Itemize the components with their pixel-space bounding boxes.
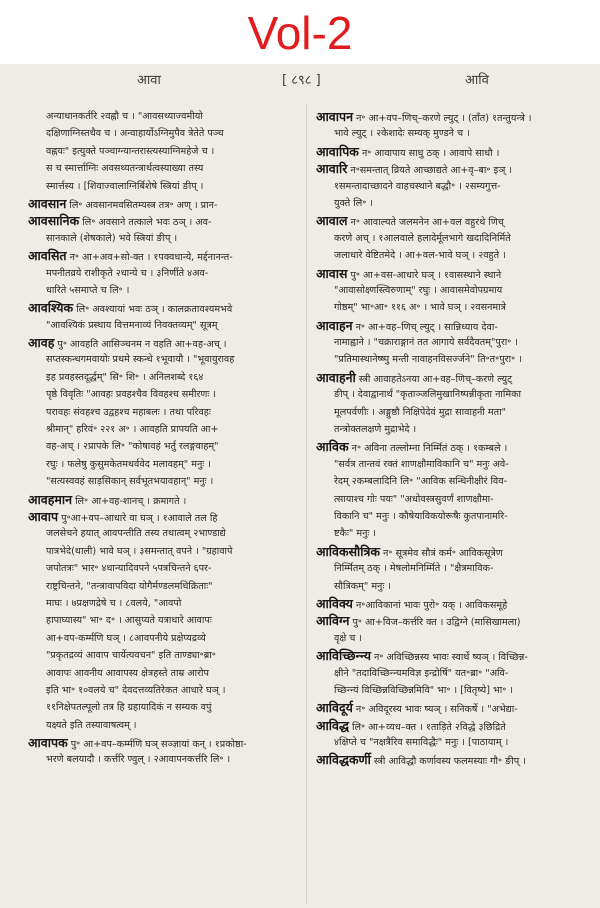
line-text: न॰ सूत्रमेव सौत्रं कर्म॰ आविकसूत्रेण	[380, 547, 503, 559]
entry-line	[28, 247, 300, 264]
headword: आविदूर्य	[316, 700, 353, 716]
text-line	[28, 525, 300, 542]
line-text: न॰ अविच्छिन्नस्य भावः स्वार्थे ष्यञ् । विच्छिन्न-	[370, 652, 528, 664]
line-text: ङीप् । देवाद्वानार्थं "कृताञ्जलिमुखानिष्पन्नीकृता नामिका	[334, 389, 521, 401]
line-text: वह-अच् । २प्रापके लि॰ "कोषावहं भर्तु रलङ्गवाहम्"	[46, 441, 219, 453]
text-line	[28, 647, 300, 664]
text-line	[28, 682, 300, 699]
headword: आवाहनी	[316, 369, 356, 385]
entry-line	[28, 508, 300, 525]
text-line	[28, 404, 300, 421]
line-text: रघुः । फलेषु कुसुमकेतमथर्ववेद मलावहम्" मनुः ।	[46, 458, 211, 470]
text-line	[28, 699, 300, 716]
headword: आवाहन	[316, 317, 353, 333]
page-number: [ ८९८ ]	[282, 73, 321, 88]
entry-line	[316, 612, 588, 629]
headword: आवह	[28, 335, 55, 351]
line-text: वह्नयः" इत्युक्ते पञ्चाग्न्यान्तरास्त्यस्याग्निमहेजे च ।	[46, 145, 215, 157]
line-text: इति भा॰ १०वलये च" देवदत्तव्यतिरेकत आधारे घञ् ।	[46, 684, 226, 696]
entry-line	[316, 595, 588, 612]
left-column	[28, 108, 300, 769]
running-head	[0, 70, 600, 92]
line-text: त्सायाश्च गोः पयः" "अधोवस्त्रसुवर्णं शाणक्षौमा-	[334, 493, 494, 505]
line-text: भरणे बलयादौ । कर्त्तरि ण्वुल् । २आवापनकर्त्तरि लि॰ ।	[46, 754, 231, 766]
line-text: माघः । ७प्रक्षणद्रेषे च । ८वलये, "आवपो	[46, 597, 182, 609]
line-text: इह प्रवहस्तदूर्द्धम्" सि॰ शि॰ । अनिलशब्दे १६४	[46, 371, 204, 383]
text-line	[28, 160, 300, 177]
headword: आविच्छिन्न्य	[316, 648, 371, 664]
headword: आवापिक	[316, 143, 359, 159]
entry-line	[316, 699, 588, 716]
text-line	[316, 560, 588, 577]
text-line	[316, 125, 588, 142]
line-text: लि॰ आ+व्यध–क्त । १ताड़िते २विद्धे ३छिद्रिते	[348, 721, 506, 733]
text-line	[28, 665, 300, 682]
headword: आवसित	[28, 248, 67, 264]
text-line	[28, 317, 300, 334]
line-text: लि॰ आ+वह-शानच् । क्रमागते ।	[72, 495, 187, 507]
line-text: पु॰ आ+विज–कर्त्तरि क्त । उद्विग्ने (मासिखामला)	[349, 617, 521, 629]
text-line	[316, 456, 588, 473]
entry-line	[316, 212, 588, 229]
line-text: न॰ अविदूरस्य भावः ष्यञ् । सनिकर्षे । "अभेद्या-	[352, 704, 518, 716]
line-text: रेदम् २कम्बलादिनि लि॰ "आविक सन्धिनीक्षीरं विव-	[334, 476, 508, 488]
line-text: लि॰ अवश्यायां भवः ठञ् । कालक्रतावश्यमभवे	[73, 304, 233, 316]
line-text: तन्त्रोक्तलक्षणे मुद्राभेदे ।	[334, 424, 417, 436]
text-line	[28, 612, 300, 629]
line-text: अन्याधानकर्तरि २वह्नौ च । "आवसथ्याज्वमीयो	[46, 111, 203, 122]
line-text: हापाघ्यास्य" भा॰ द॰ । आसुप्यते यत्राधारे आवापः	[46, 615, 212, 627]
line-text: जपोतत्रः" भार॰ ४धान्यादिवपने ५पत्रचिन्तने ६पर-	[46, 563, 212, 575]
line-text: न॰ आवापाय साधु ठक् । आवापे साधौ ।	[358, 147, 500, 159]
line-text: भावे ल्युट् । २केशादेः सम्यक् मुण्डने च ।	[334, 128, 470, 140]
line-text: न॰ आ+वह–णिच् ल्युट् । सान्निध्याय देवा-	[352, 321, 498, 333]
line-text: पु॰ आ+वप–कर्म्मणि घञ् सञ्ज्ञायां कन् । १प्रकोष्ठा-	[67, 739, 247, 751]
headword: आवारि	[316, 161, 348, 177]
text-line	[28, 717, 300, 734]
line-text: धारिते ५समाप्ते च लि॰ ।	[46, 284, 130, 296]
line-text: "प्रकृतद्रव्यं आवाप चार्येत्यवचन" इति ताण्ड्या॰ब्रा॰	[46, 650, 216, 662]
line-text: न॰समन्तात् व्रियते आच्छाद्यते आ+वृ–बा॰ इञ् ।	[347, 165, 513, 177]
headword: आवाप	[28, 508, 59, 524]
line-text: श्रीमान्" हरिवं॰ २२१ अ॰ । आवहति प्रापयति आ+	[46, 424, 219, 436]
text-line	[316, 386, 588, 403]
text-line	[316, 734, 588, 751]
banner	[0, 0, 600, 64]
entry-line	[316, 647, 588, 664]
headword: आवसान	[28, 195, 67, 211]
headword: आविकसौत्रिक	[316, 543, 380, 559]
text-line	[28, 125, 300, 142]
text-line	[316, 195, 588, 212]
text-line	[316, 334, 588, 351]
line-text: ११निक्षेपतल्पूलो तत्र हि ग्रहायादिकं न सम्यक वपुं	[46, 702, 212, 714]
line-text: युक्ते लि॰ ।	[334, 197, 373, 209]
line-text: स्त्री आवाहतेऽनया आ+वह–णिच्–करणे ल्युट्	[355, 373, 512, 385]
line-text: "सर्वत्र तान्तवं रक्तं शाणक्षौमाविकानि च" मनुः अवे-	[334, 458, 509, 470]
text-line	[316, 665, 588, 682]
text-line	[28, 282, 300, 299]
line-text: पु॰ आ+वस-आधारे घञ् । १वासस्थाने स्थाने	[347, 269, 502, 281]
line-text: आ+वप-कर्म्मणि घञ् । ८आवपनीये प्रक्षेप्यद्रव्ये	[46, 632, 206, 644]
running-head-right: आवि	[465, 73, 489, 88]
line-text: च्छिन्न्यं विच्छिन्नविच्छिन्नमिवि" भा॰ । [वितृष्ये] भा॰ ।	[334, 684, 514, 696]
text-line	[316, 630, 588, 647]
line-text: गोष्ठम्" भा॰आ॰ ११६ अ॰ । भावे घञ् । २वसनमात्रे	[334, 302, 506, 314]
text-line	[316, 682, 588, 699]
line-text: पृष्ठे विवृतिः "आवहः प्रवहश्चैव विवहश्च समीरणः ।	[46, 389, 216, 401]
text-line	[316, 230, 588, 247]
entry-line	[316, 438, 588, 455]
entry-line	[316, 160, 588, 177]
entry-line	[28, 491, 300, 508]
text-line	[28, 456, 300, 473]
headword: आवहमान	[28, 491, 73, 507]
text-line	[28, 751, 300, 768]
line-text: ४क्षिप्ते च "नक्षत्रैरिव समाविद्धैः" मनुः । [पाठायाम् ।	[334, 737, 509, 749]
line-text: "आवासोक्ष्णस्त्विरुणाम्" रघुः । आवासमेवोपग्रमाय	[334, 284, 503, 296]
entry-line	[28, 299, 300, 316]
running-head-left: आवा	[137, 73, 161, 88]
line-text: पु॰ आवहति आसिञ्चनम न वहति आ+वह-अच् ।	[54, 339, 227, 351]
text-line	[316, 282, 588, 299]
line-text: नामाह्वाने । "चक्राराङ्गानं तत आगाये सर्वदैवतम्"पुरा॰ ।	[334, 337, 519, 349]
text-line	[316, 578, 588, 595]
entry-line	[316, 317, 588, 334]
line-text: मूलपर्वणीः । अङ्गुष्ठौ निक्षिपेदेवं मुद्रा सावाहनी मता"	[334, 406, 507, 418]
entry-line	[316, 543, 588, 560]
line-text: न॰ आवाल्यते जलमनेन आ+वल वहुरथे णिच्	[347, 217, 504, 229]
headword: आवास	[316, 265, 348, 281]
line-text: लि॰ अवसानमवसितम्यस्त्र तत्र॰ अण् । प्रान-	[66, 199, 218, 211]
text-line	[316, 247, 588, 264]
headword: आवाल	[316, 213, 348, 229]
line-text: यक्ष्यते इति तस्यावाषत्वम् ।	[46, 719, 137, 731]
line-text: लि॰ अवसाने तत्काले भवः ठञ् । अव-	[79, 217, 212, 229]
line-text: स्मार्त्तस्य । [शिवाज्वालाग्निर्बिशेषे स्त्रियां ङीप् ।	[46, 180, 204, 192]
line-text: न॰ आ+वप–णिच्–करणे ल्युट् । (ताँत) १तन्तुयन्त्रे ।	[353, 113, 532, 124]
line-text: ष्टकैः" मनुः ।	[334, 528, 377, 540]
column-divider	[306, 104, 307, 904]
text-line	[28, 178, 300, 195]
text-line	[28, 143, 300, 160]
entry-line	[316, 369, 588, 386]
entry-line	[316, 108, 588, 125]
line-text: १समन्तादाच्छादने वाहचस्थाने बद्धौ॰ । २सम्यगुत्त-	[334, 180, 501, 192]
entry-line	[316, 717, 588, 734]
text-line	[28, 369, 300, 386]
headword: आविद्ध	[316, 717, 349, 733]
line-text: जलाधारे वेष्टितमेदे । आ+वल-भावे घञ् । २वहुते ।	[334, 250, 506, 262]
headword: आविद्धकर्णी	[316, 752, 371, 768]
entry-line	[316, 143, 588, 160]
line-text: स्त्री आविद्धौ कर्णावस्य फलमस्याः गौ॰ ङीप् ।	[370, 756, 526, 768]
line-text: परावहः संवहश्च उद्वहश्च महाबलः । तथा परिवहः	[46, 406, 211, 418]
line-text: पात्रभेदे(थाली) भावे घञ् । ३समन्तात् वपने । "ग्रहावापे	[46, 545, 233, 557]
line-text: वृक्षे च ।	[334, 632, 363, 644]
line-text: सप्तस्कन्धगमवायोः प्रथमे स्कन्धे १भूवायौ । "भूवायुरावह	[46, 354, 235, 366]
text-line	[316, 404, 588, 421]
text-line	[28, 230, 300, 247]
line-text: सानकाले (शेषकाले) भवे स्त्रियां ङीप् ।	[46, 232, 178, 244]
line-text: करणे अच् । १आलवाले हलादेर्मूलभागे खदादिनिर्मिते	[334, 232, 511, 244]
text-line	[28, 595, 300, 612]
line-text: क्षीने "तदाविच्छिन्न्यमविज्ञ इन्द्रोर्षि" यत॰ब्रा॰ "अवि-	[334, 667, 509, 679]
entry-line	[316, 265, 588, 282]
line-text: न॰ अविना तल्लोम्ना निर्म्मितं ठक् । १कम्बले ।	[348, 443, 508, 455]
headword: आविक	[316, 439, 349, 455]
text-line	[316, 421, 588, 438]
text-line	[316, 508, 588, 525]
headword: आविक्य	[316, 595, 353, 611]
text-line	[28, 386, 300, 403]
entry-line	[28, 334, 300, 351]
line-text: मपनीतव्रये राशीकृते २धान्ये च । ३निर्णीते ४अव-	[46, 267, 209, 279]
line-text: राष्ट्रचिन्तने, "तन्त्रावापविदा योगैर्मण्डलमधिक्रिताः"	[46, 580, 213, 592]
headword: आवापन	[316, 109, 354, 124]
text-line	[316, 491, 588, 508]
right-column	[316, 108, 588, 769]
line-text: आवापः आवनीय आवापस्य क्षेत्रहस्ते ताम्र आरोप	[46, 667, 209, 679]
line-text: पु॰आ+वप–आधारे वा घञ् । १आवाले तल हि	[58, 512, 218, 524]
text-line	[28, 560, 300, 577]
text-line	[28, 351, 300, 368]
entry-line	[28, 212, 300, 229]
text-line	[316, 473, 588, 490]
headword: आवापक	[28, 735, 68, 751]
headword: आविग्न	[316, 613, 350, 629]
headword: आवसानिक	[28, 213, 80, 229]
line-text: विकानि च" मनुः । कौषेयाविकयोरूषैः कुतपानामरि-	[334, 510, 508, 522]
text-line	[28, 578, 300, 595]
line-text: न॰आविकानां भावः पुरो॰ यक् । आविकसमूहे	[352, 599, 508, 611]
text-line	[28, 265, 300, 282]
text-line	[28, 543, 300, 560]
line-text: "प्रतिमास्थानेष्ष्पु मन्ती नावाहनविसर्ज्जने" ति॰त॰पुरा॰ ।	[334, 354, 522, 366]
line-text: "आवश्यिकं प्रस्थाय वित्तमनाव्यं निवक्तव्यम्" सूत्रम्	[46, 319, 218, 331]
line-text: निर्म्मितम् ठक् । मेषलोमनिर्म्मिते । "क्षैत्रमाविक-	[334, 563, 494, 575]
text-line	[316, 178, 588, 195]
dictionary-page	[0, 64, 600, 908]
text-line	[28, 108, 300, 125]
line-text: न॰ आ+अव+सो-क्त । १पक्वधान्ये, मर्द्दनानन्त-	[66, 252, 233, 264]
text-line	[316, 351, 588, 368]
banner-title: Vol-2	[247, 7, 353, 59]
text-line	[28, 630, 300, 647]
entry-line	[316, 751, 588, 768]
text-line	[316, 299, 588, 316]
line-text: दक्षिणाग्निस्तथैव च । अन्वाहार्योऽग्निमुपैव त्रेतेते पञ्च	[46, 128, 224, 140]
line-text: "सत्यस्ववहं साड़सिकान् सर्वभूतभयावहान्" मनुः ।	[46, 476, 214, 488]
text-line	[316, 525, 588, 542]
entry-line	[28, 195, 300, 212]
text-line	[28, 473, 300, 490]
text-line	[28, 421, 300, 438]
text-line	[28, 438, 300, 455]
line-text: स च स्मार्त्ताग्निः अवसथ्यतन्त्रार्थत्वस्याख्या तस्य	[46, 163, 204, 175]
headword: आवश्यिक	[28, 300, 74, 316]
entry-line	[28, 734, 300, 751]
line-text: जलसेचने हयात् आवपन्तीति तस्य तथात्वम् २भाण्डाद्ये	[46, 528, 226, 540]
line-text: सौत्रिकम्" मनुः ।	[334, 580, 392, 592]
